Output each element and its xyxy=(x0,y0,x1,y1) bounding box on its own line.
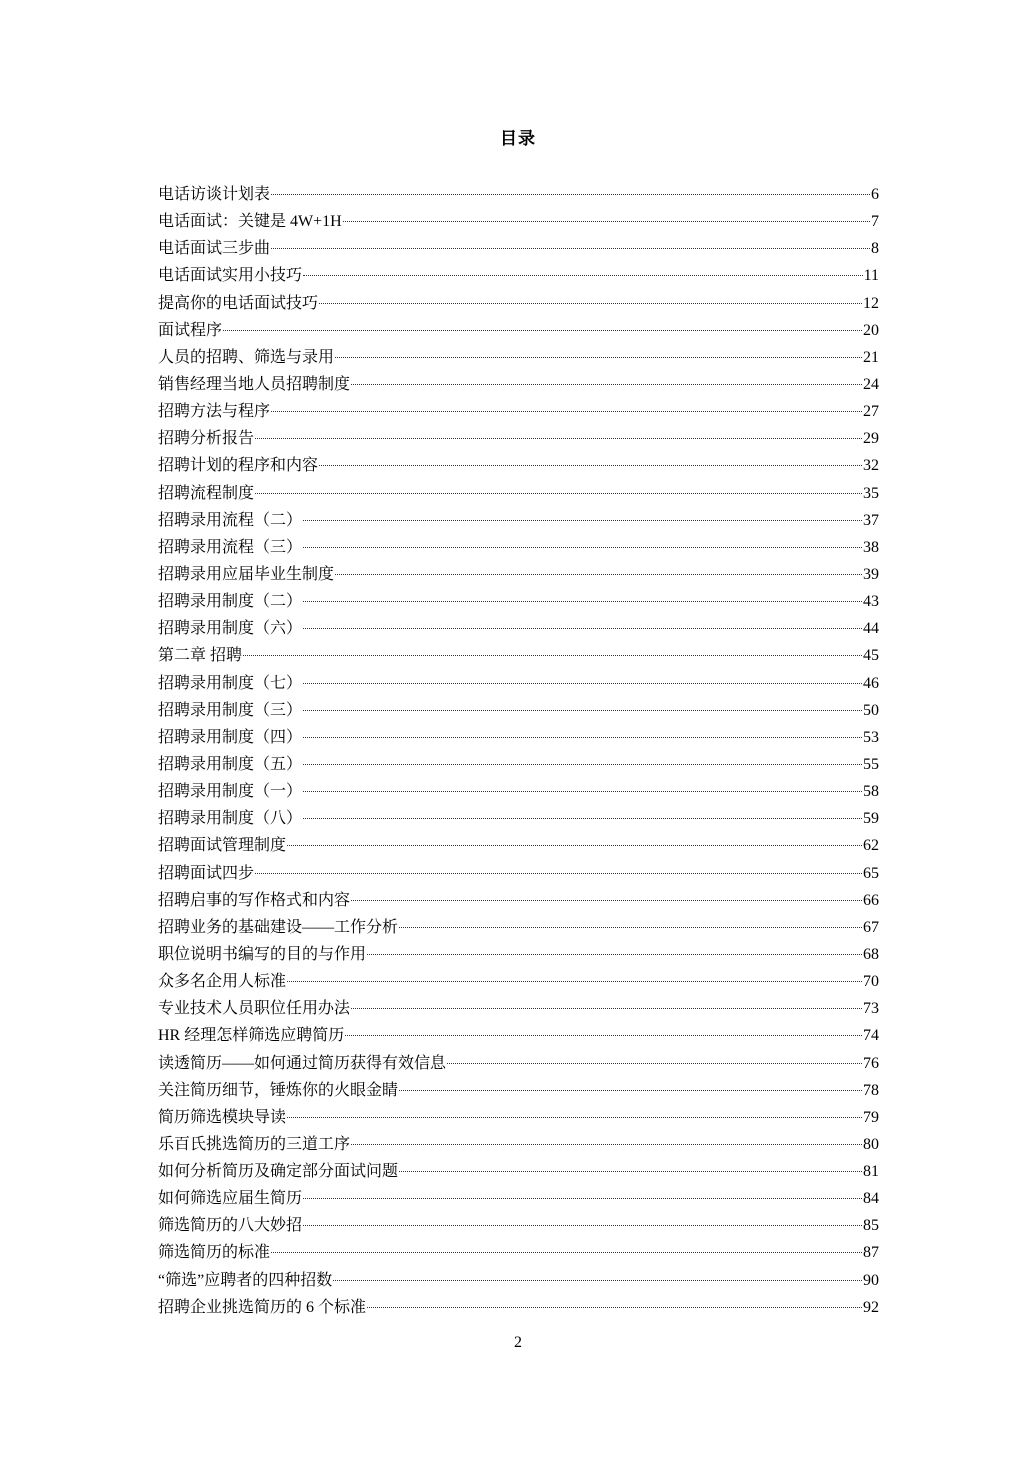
toc-entry-page: 37 xyxy=(863,511,879,529)
toc-entry-label: 招聘企业挑选简历的 6 个标准 xyxy=(158,1298,367,1316)
dot-leader xyxy=(351,900,862,901)
dot-leader xyxy=(303,764,862,765)
toc-entry-page: 67 xyxy=(863,918,879,936)
toc-entry-page: 21 xyxy=(863,348,879,366)
toc-entry[interactable] xyxy=(158,1050,879,1077)
toc-entry-page: 45 xyxy=(863,647,879,665)
toc-entry-label: 招聘面试管理制度 xyxy=(158,837,287,855)
toc-entry-label: 提高你的电话面试技巧 xyxy=(158,294,319,312)
toc-entry-page: 92 xyxy=(863,1298,879,1316)
toc-entry-page: 65 xyxy=(863,864,879,882)
toc-entry-label: 招聘录用制度（五） xyxy=(158,755,303,773)
dot-leader xyxy=(271,194,870,195)
toc-entry[interactable] xyxy=(158,262,879,289)
dot-leader xyxy=(333,1280,862,1281)
toc-entry[interactable] xyxy=(158,235,879,262)
toc-entry[interactable] xyxy=(158,1294,879,1321)
toc-entry-label: 招聘录用流程（三） xyxy=(158,538,303,556)
toc-entry-page: 27 xyxy=(863,403,879,421)
toc-entry[interactable] xyxy=(158,1022,879,1049)
toc-entry[interactable] xyxy=(158,778,879,805)
toc-entry-page: 44 xyxy=(863,620,879,638)
toc-entry-label: 招聘录用应届毕业生制度 xyxy=(158,565,335,583)
toc-entry-page: 32 xyxy=(863,457,879,475)
dot-leader xyxy=(319,465,862,466)
toc-entry[interactable] xyxy=(158,1185,879,1212)
toc-entry[interactable] xyxy=(158,724,879,751)
toc-entry-page: 90 xyxy=(863,1271,879,1289)
toc-entry[interactable] xyxy=(158,317,879,344)
toc-entry-page: 46 xyxy=(863,674,879,692)
toc-entry[interactable] xyxy=(158,1239,879,1266)
dot-leader xyxy=(399,927,862,928)
toc-entry-label: 如何筛选应届生简历 xyxy=(158,1190,303,1208)
toc-entry-page: 24 xyxy=(863,375,879,393)
toc-entry-page: 55 xyxy=(863,755,879,773)
toc-entry-label: “筛选”应聘者的四种招数 xyxy=(158,1271,333,1289)
toc-entry-page: 58 xyxy=(863,783,879,801)
toc-entry[interactable] xyxy=(158,1158,879,1185)
toc-entry-label: 招聘录用流程（二） xyxy=(158,511,303,529)
toc-entry-page: 79 xyxy=(863,1108,879,1126)
toc-entry[interactable] xyxy=(158,371,879,398)
toc-entry-label: 筛选简历的标准 xyxy=(158,1244,271,1262)
toc-entry-page: 29 xyxy=(863,430,879,448)
toc-entry[interactable] xyxy=(158,914,879,941)
dot-leader xyxy=(271,1252,862,1253)
toc-entry[interactable] xyxy=(158,1267,879,1294)
dot-leader xyxy=(255,873,862,874)
dot-leader xyxy=(351,1008,862,1009)
toc-entry[interactable] xyxy=(158,670,879,697)
toc-entry[interactable] xyxy=(158,941,879,968)
dot-leader xyxy=(303,1225,862,1226)
toc-entry-page: 59 xyxy=(863,810,879,828)
dot-leader xyxy=(255,438,862,439)
dot-leader xyxy=(303,1198,862,1199)
toc-entry-page: 80 xyxy=(863,1135,879,1153)
toc-entry-label: 招聘录用制度（七） xyxy=(158,674,303,692)
toc-entry-label: 招聘录用制度（八） xyxy=(158,810,303,828)
toc-entry-label: 如何分析简历及确定部分面试问题 xyxy=(158,1163,399,1181)
toc-entry-label: 招聘录用制度（三） xyxy=(158,701,303,719)
dot-leader xyxy=(287,1117,862,1118)
toc-entry-label: 招聘启事的写作格式和内容 xyxy=(158,891,351,909)
dot-leader xyxy=(367,1307,862,1308)
toc-entry-label: 简历筛选模块导读 xyxy=(158,1108,287,1126)
toc-entry-label: 电话面试实用小技巧 xyxy=(158,267,303,285)
toc-entry-label: 专业技术人员职位任用办法 xyxy=(158,1000,351,1018)
toc-entry-label: 招聘录用制度（六） xyxy=(158,620,303,638)
toc-entry[interactable] xyxy=(158,452,879,479)
toc-entry-page: 84 xyxy=(863,1190,879,1208)
toc-entry-label: 招聘面试四步 xyxy=(158,864,255,882)
toc-entry[interactable] xyxy=(158,507,879,534)
toc-entry[interactable] xyxy=(158,1131,879,1158)
toc-entry-label: 招聘录用制度（一） xyxy=(158,783,303,801)
toc-entry[interactable] xyxy=(158,425,879,452)
toc-entry-page: 73 xyxy=(863,1000,879,1018)
toc-list xyxy=(158,181,879,1321)
toc-entry-page: 62 xyxy=(863,837,879,855)
dot-leader xyxy=(303,520,862,521)
toc-entry-page: 66 xyxy=(863,891,879,909)
toc-entry[interactable] xyxy=(158,1212,879,1239)
toc-entry[interactable] xyxy=(158,805,879,832)
toc-entry-label: 职位说明书编写的目的与作用 xyxy=(158,945,367,963)
toc-entry-label: 电话访谈计划表 xyxy=(158,186,271,203)
toc-entry[interactable] xyxy=(158,887,879,914)
toc-entry-page: 85 xyxy=(863,1217,879,1235)
toc-entry[interactable] xyxy=(158,968,879,995)
dot-leader xyxy=(271,411,862,412)
toc-entry[interactable] xyxy=(158,561,879,588)
toc-entry-label: 招聘录用制度（二） xyxy=(158,593,303,611)
dot-leader xyxy=(345,1035,862,1036)
dot-leader xyxy=(343,221,870,222)
toc-entry-page: 74 xyxy=(863,1027,879,1045)
toc-entry-page: 8 xyxy=(871,240,879,258)
dot-leader xyxy=(335,357,862,358)
toc-entry[interactable] xyxy=(158,642,879,669)
dot-leader xyxy=(303,547,862,548)
toc-entry-page: 70 xyxy=(863,973,879,991)
toc-title: 目录 xyxy=(500,129,536,149)
toc-entry-page: 12 xyxy=(863,294,879,312)
toc-entry-page: 20 xyxy=(863,321,879,339)
toc-entry[interactable] xyxy=(158,751,879,778)
toc-entry-page: 53 xyxy=(863,728,879,746)
page-number: 2 xyxy=(514,1334,522,1351)
toc-entry-label: 读透简历——如何通过简历获得有效信息 xyxy=(158,1054,447,1072)
toc-entry-label: 招聘业务的基础建设——工作分析 xyxy=(158,918,399,936)
dot-leader xyxy=(255,493,862,494)
toc-entry[interactable] xyxy=(158,860,879,887)
toc-entry[interactable] xyxy=(158,832,879,859)
toc-entry[interactable] xyxy=(158,480,879,507)
dot-leader xyxy=(447,1063,862,1064)
toc-entry-page: 43 xyxy=(863,593,879,611)
dot-leader xyxy=(223,330,862,331)
dot-leader xyxy=(303,275,863,276)
toc-entry-label: 关注简历细节，锤炼你的火眼金睛 xyxy=(158,1081,399,1099)
toc-entry-label: 筛选简历的八大妙招 xyxy=(158,1217,303,1235)
dot-leader xyxy=(287,981,862,982)
toc-entry-page: 68 xyxy=(863,945,879,963)
toc-entry-page: 50 xyxy=(863,701,879,719)
toc-entry-label: 招聘录用制度（四） xyxy=(158,728,303,746)
toc-entry-label: 乐百氏挑选简历的三道工序 xyxy=(158,1135,351,1153)
toc-entry-page: 6 xyxy=(871,186,879,203)
toc-entry-page: 38 xyxy=(863,538,879,556)
dot-leader xyxy=(351,384,862,385)
toc-entry-label: 电话面试：关键是 4W+1H xyxy=(158,213,342,231)
toc-entry-page: 81 xyxy=(863,1163,879,1181)
toc-entry-label: 招聘方法与程序 xyxy=(158,403,271,421)
toc-entry[interactable] xyxy=(158,1104,879,1131)
toc-entry[interactable] xyxy=(158,181,879,208)
toc-entry[interactable] xyxy=(158,398,879,425)
dot-leader xyxy=(335,574,862,575)
toc-entry[interactable] xyxy=(158,290,879,317)
toc-entry-page: 35 xyxy=(863,484,879,502)
dot-leader xyxy=(303,818,862,819)
dot-leader xyxy=(271,248,870,249)
dot-leader xyxy=(399,1090,862,1091)
toc-entry-label: 第二章 招聘 xyxy=(158,647,243,665)
toc-entry[interactable] xyxy=(158,615,879,642)
dot-leader xyxy=(287,845,862,846)
toc-entry-page: 7 xyxy=(871,213,879,231)
dot-leader xyxy=(243,655,862,656)
toc-entry[interactable] xyxy=(158,534,879,561)
toc-entry-page: 87 xyxy=(863,1244,879,1262)
toc-entry-label: 面试程序 xyxy=(158,321,223,339)
toc-entry-label: HR 经理怎样筛选应聘简历 xyxy=(158,1027,345,1045)
dot-leader xyxy=(303,710,862,711)
dot-leader xyxy=(303,737,862,738)
dot-leader xyxy=(303,683,862,684)
toc-entry-label: 销售经理当地人员招聘制度 xyxy=(158,375,351,393)
dot-leader xyxy=(399,1171,862,1172)
toc-entry-label: 招聘流程制度 xyxy=(158,484,255,502)
toc-entry-page: 76 xyxy=(863,1054,879,1072)
toc-entry[interactable] xyxy=(158,697,879,724)
toc-entry[interactable] xyxy=(158,344,879,371)
toc-entry-label: 人员的招聘、筛选与录用 xyxy=(158,348,335,366)
toc-entry[interactable] xyxy=(158,1077,879,1104)
toc-entry-label: 电话面试三步曲 xyxy=(158,240,271,258)
toc-entry[interactable] xyxy=(158,588,879,615)
toc-entry-page: 78 xyxy=(863,1081,879,1099)
toc-entry-label: 招聘分析报告 xyxy=(158,430,255,448)
dot-leader xyxy=(303,628,862,629)
dot-leader xyxy=(303,791,862,792)
dot-leader xyxy=(319,303,862,304)
dot-leader xyxy=(367,954,862,955)
toc-entry[interactable] xyxy=(158,208,879,235)
toc-entry-page: 11 xyxy=(863,267,879,285)
toc-entry-page: 39 xyxy=(863,565,879,583)
toc-entry-label: 众多名企用人标准 xyxy=(158,973,287,991)
toc-entry[interactable] xyxy=(158,995,879,1022)
dot-leader xyxy=(303,601,862,602)
dot-leader xyxy=(351,1144,862,1145)
toc-entry-label: 招聘计划的程序和内容 xyxy=(158,457,319,475)
